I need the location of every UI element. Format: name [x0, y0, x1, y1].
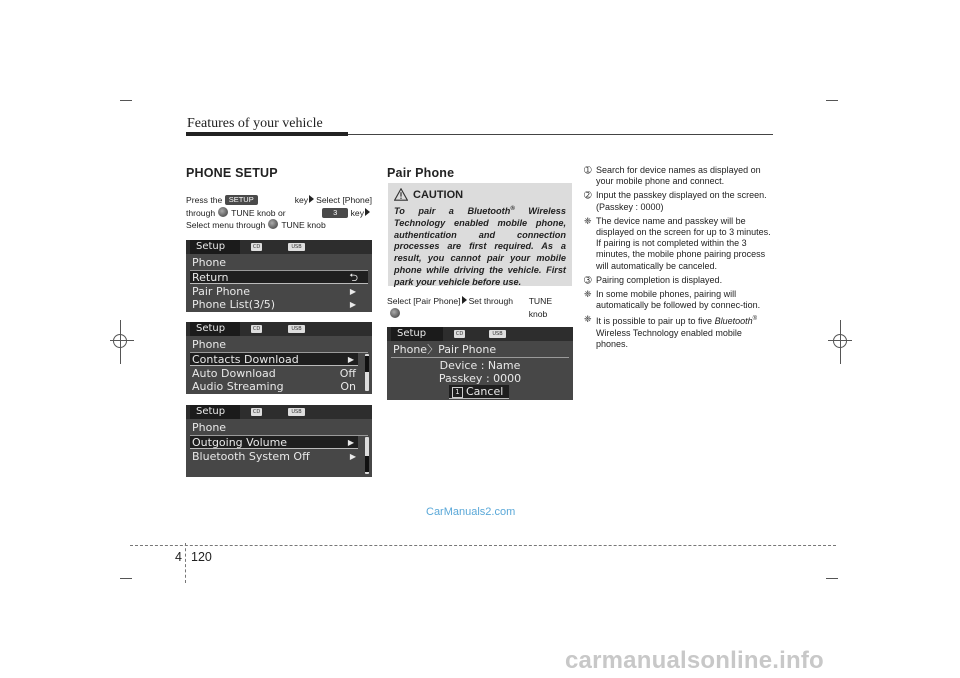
site-watermark-link[interactable]: CarManuals2.com [426, 506, 516, 518]
setup-tab: Setup [190, 405, 240, 419]
caution-title: CAUTION [413, 189, 464, 201]
menu-item-phone-list[interactable]: Phone List(3/5) ▶ [192, 298, 356, 311]
pair-phone-heading: Pair Phone [387, 166, 455, 180]
setup-phone-screen-1 [186, 240, 372, 312]
registration-circle [113, 334, 127, 348]
pair-phone-instructions: Select [Pair Phone] Set through TUNE knob [387, 296, 553, 319]
menu-item-contacts-download[interactable]: Contacts Download ▶ [190, 353, 358, 366]
menu-item-auto-download[interactable]: Auto Download Off [192, 367, 356, 380]
list-item: ➀ Search for device names as displayed on your mobile phone and connect. [584, 165, 761, 187]
setup-tab: Setup [391, 327, 443, 341]
chapter-number: 4 [175, 550, 182, 564]
usb-badge: USB [288, 243, 305, 251]
screen-title: Phone [192, 421, 227, 434]
bottom-watermark: carmanualsonline.info [565, 647, 824, 674]
return-icon: ⮌ [349, 271, 358, 284]
caution-text: To pair a Bluetooth® Wireless Technology enabled mobile phone, authentication and connection processes are first required. As a result, you cannot pair your mobile phone while driving the vehicle. First park your vehicle before use. [394, 206, 566, 287]
menu-item-return[interactable]: Return ⮌ [190, 271, 368, 284]
tune-knob-icon [390, 308, 400, 318]
menu-item-pair-phone[interactable]: Pair Phone ▶ [192, 285, 356, 298]
header-rule-thin [348, 134, 773, 135]
usb-badge: USB [288, 408, 305, 416]
list-item: ❈ It is possible to pair up to five Bluetooth® Wireless Technology enabled mobile phones. [584, 314, 758, 349]
list-item: ❈ In some mobile phones, pairing will automatically be followed by connec-tion. [584, 289, 761, 311]
device-name-line: Device : Name [439, 359, 521, 372]
audio-streaming-value: On [340, 380, 356, 393]
header-rule-thick [186, 132, 348, 136]
passkey-line: Passkey : 0000 [438, 372, 522, 385]
screen-title: Phone [192, 338, 227, 351]
tune-knob-icon [268, 219, 278, 229]
cd-badge: CD [252, 244, 261, 250]
cd-badge: CD [252, 326, 261, 332]
setup-phone-screen-3 [186, 405, 372, 477]
tune-knob-icon [218, 207, 228, 217]
scrollbar[interactable] [365, 354, 369, 391]
arrow-right-icon [365, 208, 370, 216]
caution-box [388, 183, 572, 286]
setup-phone-screen-2 [186, 322, 372, 394]
registration-circle [833, 334, 847, 348]
setup-tab: Setup [190, 322, 240, 336]
phone-setup-heading: PHONE SETUP [186, 166, 278, 180]
chevron-right-icon: ▶ [349, 300, 356, 309]
menu-item-audio-streaming[interactable]: Audio Streaming On [192, 380, 356, 393]
key-1-icon: 1 [452, 387, 463, 398]
crop-mark [120, 100, 132, 101]
key-3-icon: 3 [322, 208, 348, 218]
list-item: ❈ The device name and passkey will be displayed on the screen for up to 3 minutes. If pairing is not completed within the 3 minutes, the mobile phone pairing process will automatically be canceled. [584, 215, 771, 271]
crop-mark [826, 578, 838, 579]
cancel-button[interactable]: 1 Cancel [449, 385, 509, 399]
list-item: ➂ Pairing completion is displayed. [584, 274, 723, 285]
pair-steps-list [584, 165, 774, 353]
list-item: ➁ Input the passkey displayed on the screen. (Passkey : 0000) [584, 190, 767, 212]
usb-badge: USB [288, 325, 305, 333]
cd-badge: CD [252, 409, 261, 415]
auto-download-value: Off [339, 367, 356, 380]
screen-title: Phone [192, 256, 227, 269]
usb-badge: USB [489, 330, 506, 338]
chevron-right-icon: ▶ [349, 287, 356, 296]
arrow-right-icon [462, 296, 467, 304]
cd-badge: CD [455, 331, 464, 337]
crop-mark [826, 100, 838, 101]
section-header: Features of your vehicle [187, 116, 323, 131]
page-number: 120 [191, 550, 212, 564]
chevron-right-icon: ▶ [347, 355, 354, 364]
pair-phone-screen [387, 327, 573, 400]
scrollbar[interactable] [365, 437, 369, 474]
chevron-right-icon: ▶ [347, 438, 354, 447]
chevron-right-icon: ▶ [349, 452, 356, 461]
menu-item-outgoing-volume[interactable]: Outgoing Volume ▶ [190, 436, 358, 449]
setup-key-icon: SETUP [225, 195, 258, 205]
footer-divider [185, 543, 186, 583]
screen-title: Phone〉Pair Phone [393, 343, 497, 356]
arrow-right-icon [309, 195, 314, 203]
warning-icon [394, 188, 408, 201]
footer-rule [130, 545, 836, 546]
menu-item-bluetooth-system-off[interactable]: Bluetooth System Off ▶ [192, 450, 356, 463]
crop-mark [120, 578, 132, 579]
phone-setup-instructions: Press the SETUP key Select [Phone] through TUNE knob or 3 key Select menu through TUNE knob [186, 195, 372, 231]
setup-tab: Setup [190, 240, 240, 254]
